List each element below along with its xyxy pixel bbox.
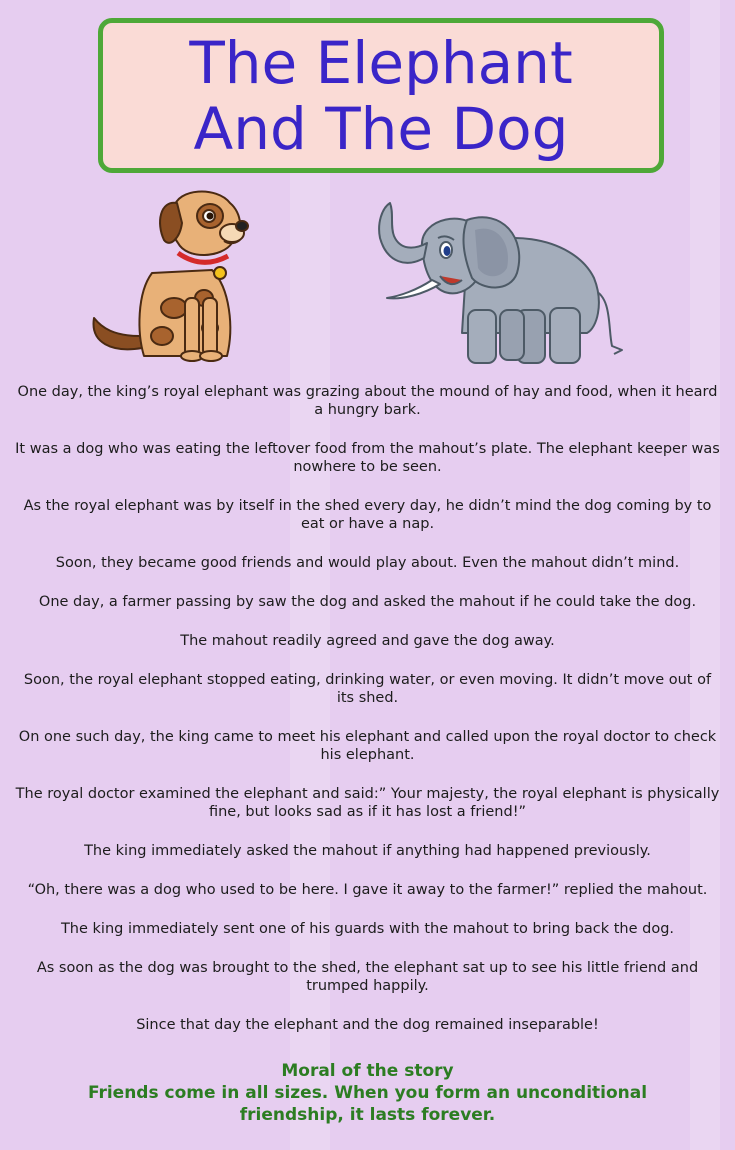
story-paragraph: One day, the king’s royal elephant was grazing about the mound of hay and food, when it heard a hungry bark. bbox=[17, 384, 718, 418]
moral-heading: Moral of the story bbox=[281, 1061, 454, 1081]
title-banner bbox=[98, 18, 664, 173]
story-paragraph: “Oh, there was a dog who used to be here. I gave it away to the farmer!” replied the mahout. bbox=[27, 882, 708, 898]
story-paragraph: Soon, they became good friends and would play about. Even the mahout didn’t mind. bbox=[55, 555, 680, 571]
story-paragraph: The royal doctor examined the elephant and said:” Your majesty, the royal elephant is physically fine, but looks sad as if it has lost a friend!” bbox=[15, 786, 720, 820]
story-paragraph: The king immediately asked the mahout if anything had happened previously. bbox=[84, 843, 651, 859]
story-paragraph: The king immediately sent one of his guards with the mahout to bring back the dog. bbox=[60, 921, 675, 937]
dog-illustration bbox=[82, 178, 257, 370]
elephant-illustration bbox=[372, 198, 637, 370]
moral-section bbox=[40, 1060, 695, 1126]
page-title: The Elephant And The Dog bbox=[189, 28, 573, 163]
story-body bbox=[14, 383, 721, 1055]
story-paragraph: On one such day, the king came to meet his elephant and called upon the royal doctor to check his elephant. bbox=[18, 729, 717, 763]
story-paragraph: The mahout readily agreed and gave the dog away. bbox=[180, 633, 555, 649]
story-paragraph: As soon as the dog was brought to the shed, the elephant sat up to see his little friend and trumped happily. bbox=[36, 960, 699, 994]
story-paragraph: Soon, the royal elephant stopped eating, drinking water, or even moving. It didn’t move out of its shed. bbox=[23, 672, 712, 706]
story-paragraph: It was a dog who was eating the leftover food from the mahout’s plate. The elephant keeper was nowhere to be seen. bbox=[15, 441, 720, 475]
story-paragraph: One day, a farmer passing by saw the dog and asked the mahout if he could take the dog. bbox=[38, 594, 697, 610]
story-paragraph: Since that day the elephant and the dog remained inseparable! bbox=[136, 1017, 599, 1033]
moral-text: Friends come in all sizes. When you form an unconditional friendship, it lasts forever. bbox=[87, 1083, 648, 1125]
story-paragraph: As the royal elephant was by itself in the shed every day, he didn’t mind the dog coming by to eat or have a nap. bbox=[23, 498, 712, 532]
